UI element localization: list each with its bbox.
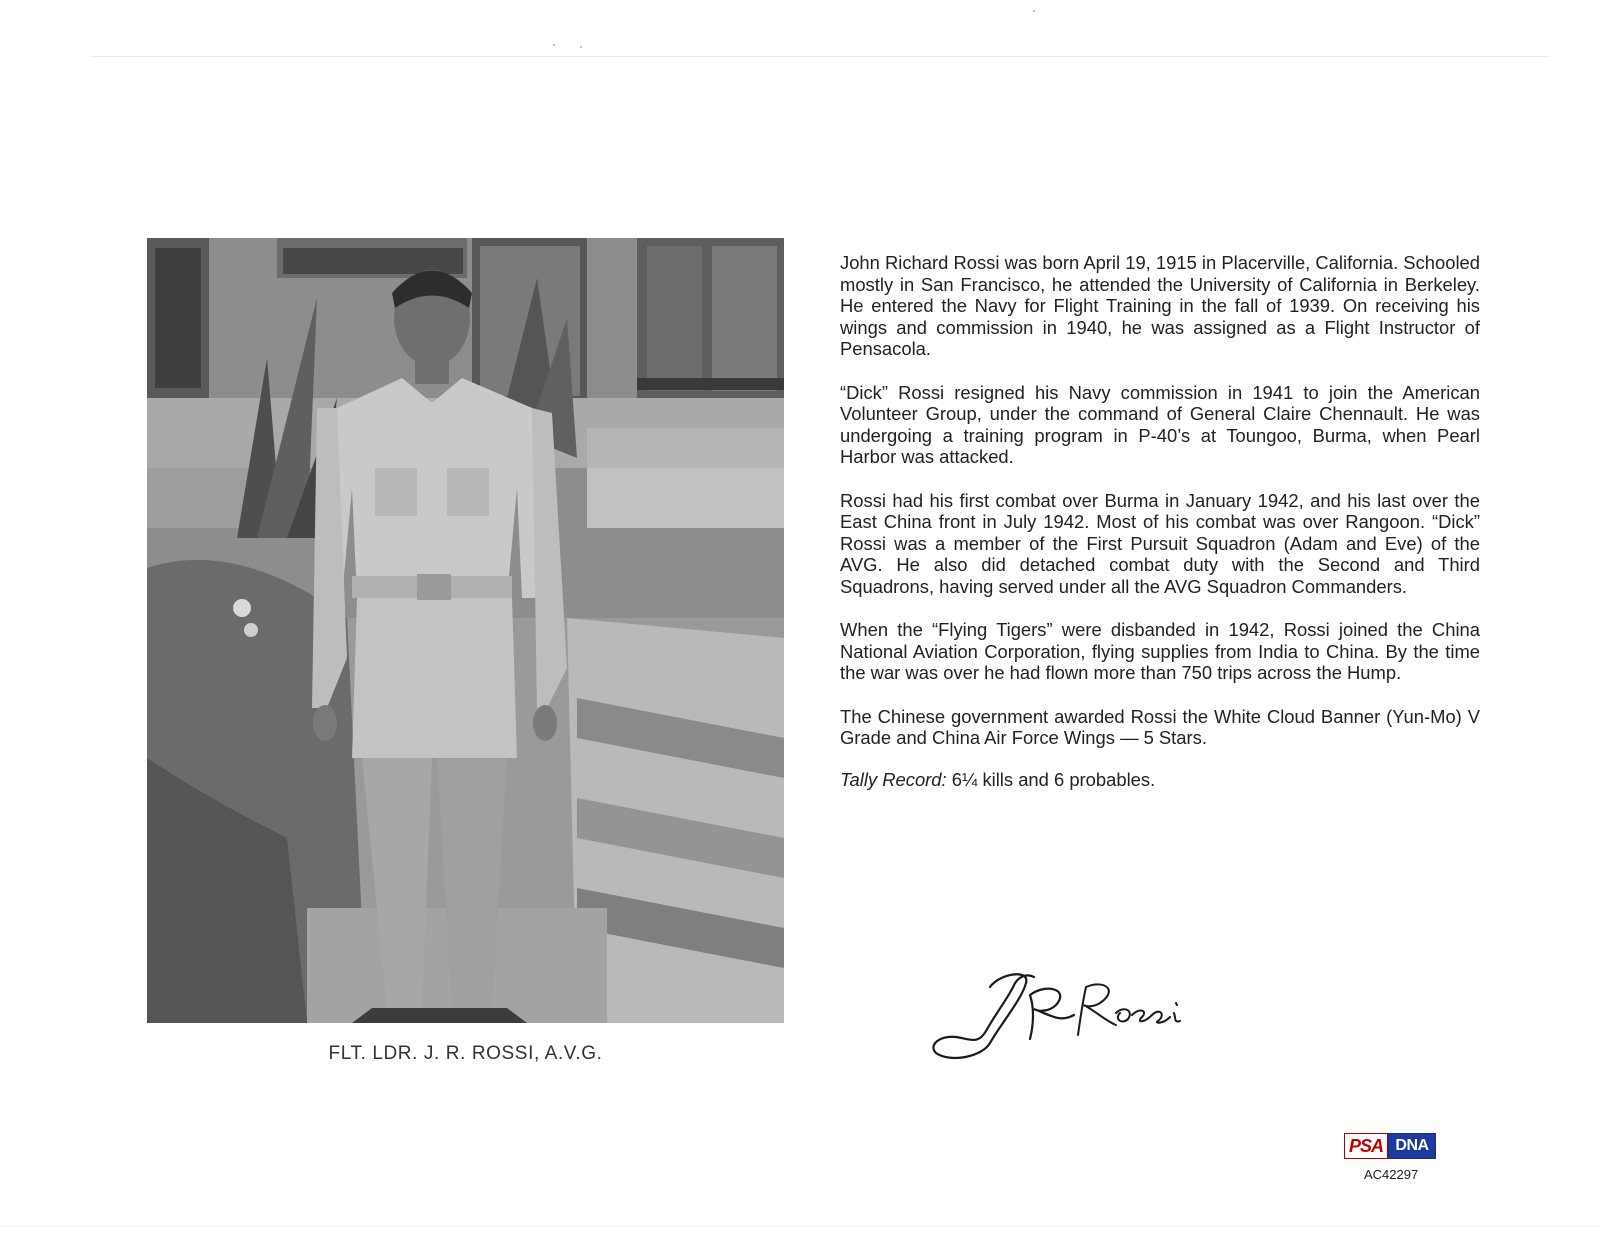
tally-record-value: 6¼ kills and 6 probables. [946,768,1156,790]
certificate-code: AC42297 [1364,1167,1419,1182]
tally-record [840,769,1480,791]
page-edge-bottom [0,1226,1600,1227]
psa-logo: PSA [1344,1133,1388,1159]
bio-paragraph-3: Rossi had his first combat over Burma in January 1942, and his last over the East China front in July 1942. Most of his combat was over Rangoon. “Dick” Rossi was a member of the First Pursuit Squadron (Adam and Eve) of the AVG. He also did detached combat duty with the Second and Third Squadrons, having served under all the AVG Squadron Commanders. [840,489,1480,597]
photo-caption: FLT. LDR. J. R. ROSSI, A.V.G. [328,1043,603,1064]
bio-paragraph-5: The Chinese government awarded Rossi the White Cloud Banner (Yun-Mo) V Grade and China Air Force Wings — 5 Stars. [840,705,1480,748]
handwritten-signature [930,965,1220,1065]
portrait-photo [147,238,784,1023]
dust-speck [553,44,555,46]
portrait-photo-drawing [147,238,784,1023]
tally-record-label: Tally Record: [840,768,947,790]
biography-text [840,252,1480,812]
page-edge-top [90,56,1550,57]
dust-speck [580,46,582,48]
bio-paragraph-2: “Dick” Rossi resigned his Navy commission in 1941 to join the American Volunteer Group, under the command of General Claire Chennault. He was undergoing a training program in P-40’s at Toungoo, Burma, when Pearl Harbor was attacked. [840,381,1480,467]
bio-paragraph-4: When the “Flying Tigers” were disbanded in 1942, Rossi joined the China National Aviation Corporation, flying supplies from India to China. By the time the war was over he had flown more than 750 trips across the Hump. [840,619,1480,683]
bio-paragraph-1: John Richard Rossi was born April 19, 1915 in Placerville, California. Schooled mostly in San Francisco, he attended the University of California in Berkeley. He entered the Navy for Flight Training in the fall of 1939. On receiving his wings and commission in 1940, he was assigned as a Flight Instructor of Pensacola. [840,252,1480,359]
dust-speck [1033,10,1035,12]
authentication-sticker [1344,1133,1436,1159]
dna-logo: DNA [1388,1133,1436,1159]
